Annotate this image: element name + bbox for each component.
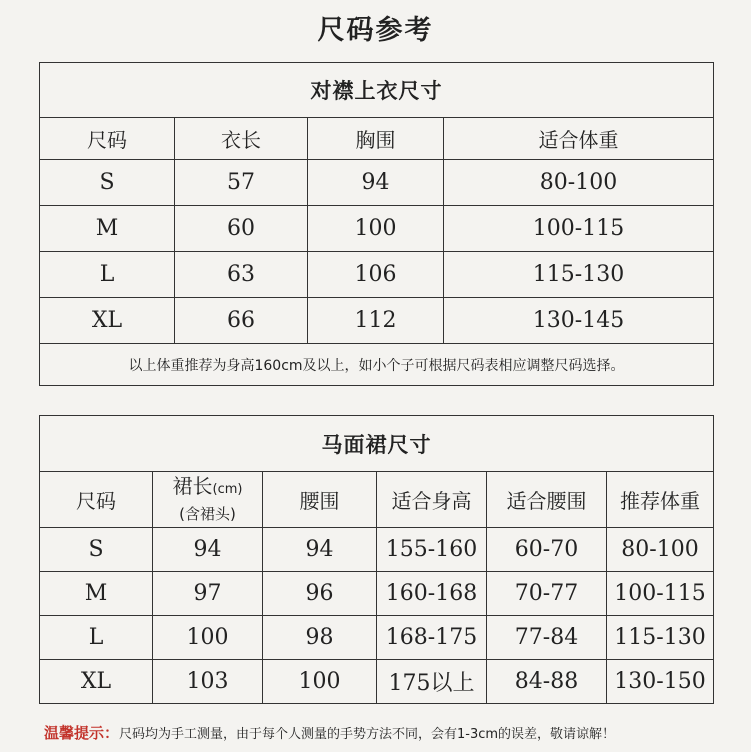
header-fit-height: 适合身高	[377, 472, 487, 528]
cell-waist: 98	[263, 616, 377, 660]
table-row	[40, 160, 714, 206]
header-skirt-length	[153, 472, 263, 528]
header-waist: 腰围	[263, 472, 377, 528]
cell-size: XL	[40, 298, 175, 344]
table-row	[40, 206, 714, 252]
table-row	[40, 528, 714, 572]
cell-length: 63	[175, 252, 308, 298]
cell-length: 66	[175, 298, 308, 344]
cell-fit-waist: 77-84	[487, 616, 607, 660]
cell-size: L	[40, 616, 153, 660]
header-rec-weight: 推荐体重	[607, 472, 714, 528]
cell-length: 57	[175, 160, 308, 206]
cell-weight: 80-100	[444, 160, 714, 206]
header-length: 衣长	[175, 118, 308, 160]
header-size: 尺码	[40, 472, 153, 528]
header-skirt-length-note: (含裙头)	[179, 504, 236, 523]
table-row	[40, 252, 714, 298]
cell-rec-weight: 100-115	[607, 572, 714, 616]
header-fit-weight: 适合体重	[444, 118, 714, 160]
cell-length: 97	[153, 572, 263, 616]
cell-size: L	[40, 252, 175, 298]
table-row	[40, 572, 714, 616]
cell-fit-waist: 60-70	[487, 528, 607, 572]
cell-chest: 112	[308, 298, 444, 344]
cell-length: 103	[153, 660, 263, 704]
cell-chest: 94	[308, 160, 444, 206]
cell-chest: 100	[308, 206, 444, 252]
cell-size: M	[40, 572, 153, 616]
cell-fit-height: 160-168	[377, 572, 487, 616]
cell-length: 100	[153, 616, 263, 660]
cell-length: 94	[153, 528, 263, 572]
cell-fit-waist: 70-77	[487, 572, 607, 616]
header-chest: 胸围	[308, 118, 444, 160]
cell-weight: 130-145	[444, 298, 714, 344]
header-fit-waist: 适合腰围	[487, 472, 607, 528]
cell-fit-waist: 84-88	[487, 660, 607, 704]
cell-fit-height: 168-175	[377, 616, 487, 660]
cell-rec-weight: 130-150	[607, 660, 714, 704]
table-row	[40, 660, 714, 704]
cell-fit-height: 155-160	[377, 528, 487, 572]
cell-size: XL	[40, 660, 153, 704]
cell-size: S	[40, 160, 175, 206]
cell-fit-height: 175以上	[377, 660, 487, 704]
cell-waist: 94	[263, 528, 377, 572]
skirt-size-table	[39, 415, 714, 704]
cell-rec-weight: 80-100	[607, 528, 714, 572]
cell-chest: 106	[308, 252, 444, 298]
cell-size: M	[40, 206, 175, 252]
page-title: 尺码参考	[317, 15, 434, 46]
header-size: 尺码	[40, 118, 175, 160]
cell-size: S	[40, 528, 153, 572]
header-skirt-length-unit: (cm)	[212, 481, 243, 497]
top-table-caption: 对襟上衣尺寸	[40, 63, 714, 118]
cell-waist: 100	[263, 660, 377, 704]
top-size-table	[39, 62, 714, 386]
tip-label: 温馨提示：	[44, 724, 120, 742]
header-skirt-length-label: 裙长	[172, 473, 213, 498]
cell-waist: 96	[263, 572, 377, 616]
tip-text: 尺码均为手工测量，由于每个人测量的手势方法不同，会有1-3cm的误差，敬请谅解！	[119, 727, 616, 742]
table-row	[40, 298, 714, 344]
skirt-table-caption: 马面裙尺寸	[40, 416, 714, 472]
cell-length: 60	[175, 206, 308, 252]
cell-rec-weight: 115-130	[607, 616, 714, 660]
table-row	[40, 616, 714, 660]
cell-weight: 100-115	[444, 206, 714, 252]
measurement-tip	[44, 722, 744, 743]
cell-weight: 115-130	[444, 252, 714, 298]
weight-note: 以上体重推荐为身高160cm及以上，如小个子可根据尺码表相应调整尺码选择。	[40, 344, 714, 386]
